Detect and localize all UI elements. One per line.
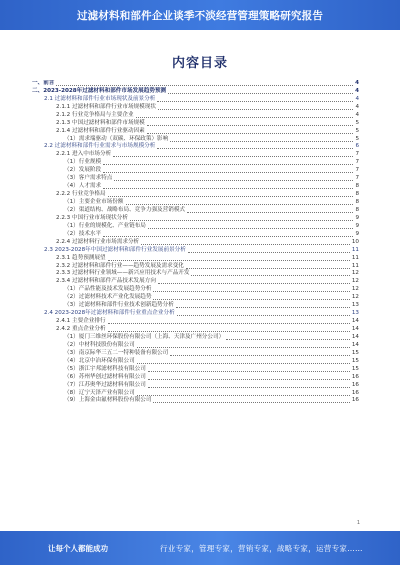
toc-entry[interactable] — [32, 318, 359, 326]
toc-entry-title: （1）主要企业市场份额 — [64, 199, 124, 206]
toc-leader-dots — [158, 283, 350, 284]
toc-entry[interactable] — [32, 207, 359, 215]
toc-entry[interactable] — [32, 382, 359, 390]
toc-entry[interactable] — [32, 398, 359, 406]
toc-entry[interactable] — [32, 175, 359, 183]
toc-leader-dots — [108, 331, 350, 332]
toc-entry-page: 13 — [351, 310, 359, 317]
toc-entry[interactable] — [32, 358, 359, 366]
toc-entry-page: 10 — [351, 238, 359, 245]
toc-leader-dots — [141, 244, 350, 245]
toc-entry-title: （2）中材科技股份有限公司 — [64, 341, 135, 348]
toc-entry-page: 8 — [355, 183, 359, 190]
toc-entry[interactable] — [32, 342, 359, 350]
toc-leader-dots — [56, 85, 353, 86]
toc-entry-title: （1）需求端驱动（双碳、环保政策）影响 — [64, 135, 169, 142]
toc-leader-dots — [176, 307, 350, 308]
toc-leader-dots — [153, 299, 349, 300]
toc-leader-dots — [168, 93, 353, 94]
toc-entry-title: （7）江苏奥华过滤材料有限公司 — [64, 381, 146, 388]
toc-entry[interactable] — [32, 112, 359, 120]
toc-entry-title: （1）厦门三维丝环保股份有限公司（上海、天津及广州分公司） — [64, 333, 225, 340]
toc-entry-page: 12 — [351, 278, 359, 285]
toc-entry[interactable] — [32, 191, 359, 199]
toc-entry-title: 2.2.2 行业竞争格局 — [56, 191, 106, 198]
toc-entry-title: 2.2.4 过滤材料行业市场需求分析 — [56, 238, 140, 245]
toc-entry-title: 2.4 2023-2028年过滤材料和部件行业重点企业分析 — [44, 310, 175, 317]
toc-entry-title: 一、前言 — [32, 80, 55, 86]
toc-entry-page: 4 — [355, 87, 359, 94]
toc-leader-dots — [108, 196, 354, 197]
toc-entry[interactable] — [32, 247, 359, 255]
toc-leader-dots — [157, 148, 353, 149]
toc-entry-title: （6）苏州华创过滤材料有限公司 — [64, 373, 146, 380]
toc-leader-dots — [108, 260, 350, 261]
toc-entry-page: 14 — [351, 326, 359, 333]
toc-entry-title: （2）技术水平 — [64, 230, 102, 237]
report-header — [0, 0, 400, 30]
toc-entry-title: 2.2 过滤材料和部件行业需求与市场规模分析 — [44, 143, 156, 150]
toc-leader-dots — [136, 117, 354, 118]
toc-entry-page: 8 — [355, 199, 359, 206]
toc-leader-dots — [158, 109, 354, 110]
toc-leader-dots — [170, 141, 353, 142]
toc-entry-page: 14 — [351, 333, 359, 340]
page-number: 1 — [356, 520, 360, 526]
toc-entry-page: 16 — [351, 397, 359, 404]
toc-entry[interactable] — [32, 326, 359, 334]
toc-entry-page: 15 — [351, 365, 359, 372]
toc-entry-title: 2.4.1 主要企业排行 — [56, 318, 106, 325]
toc-entry-title: （2）渠道结构、战略布局、竞争力强及营销模式 — [64, 206, 186, 213]
toc-entry-page: 12 — [351, 270, 359, 277]
toc-entry-title: （8）辽宁天泽产业有限公司 — [64, 389, 135, 396]
toc-entry[interactable] — [32, 231, 359, 239]
toc-leader-dots — [137, 395, 350, 396]
footer-slogan: 让每个人都能成功 — [48, 543, 108, 553]
toc-leader-dots — [113, 156, 353, 157]
toc-entry-page: 7 — [355, 167, 359, 174]
toc-entry-title: 2.3.2 过滤材料和部件行业——趋势发展及需求变化 — [56, 262, 184, 269]
toc-entry[interactable] — [32, 350, 359, 358]
toc-entry-page: 9 — [355, 214, 359, 221]
toc-entry[interactable] — [32, 223, 359, 231]
toc-entry-page: 12 — [351, 294, 359, 301]
toc-entry-page: 14 — [351, 341, 359, 348]
toc-entry-title: 2.1.1 过滤材料和部件行业市场规模现状 — [56, 103, 156, 110]
table-of-contents — [32, 80, 359, 520]
report-footer — [0, 531, 400, 565]
toc-entry[interactable] — [32, 334, 359, 342]
toc-entry-page: 15 — [351, 349, 359, 356]
toc-entry-title: （3）过滤材料和部件行业技术创新趋势分析 — [64, 302, 174, 309]
toc-leader-dots — [177, 315, 350, 316]
toc-entry-title: （3）南京际华三五二一特种装备有限公司 — [64, 349, 169, 356]
toc-entry-title: 2.2.1 进入中市场分析 — [56, 151, 112, 158]
toc-entry-page: 13 — [351, 302, 359, 309]
toc-entry-title: 二、2023-2028年过滤材料和部件市场发展趋势预测 — [32, 87, 167, 94]
toc-leader-dots — [103, 188, 353, 189]
toc-entry-page: 14 — [351, 318, 359, 325]
toc-entry-title: （2）过滤材料技术产业化发展趋势 — [64, 294, 152, 301]
toc-entry[interactable] — [32, 302, 359, 310]
report-title: 过滤材料和部件企业谈季不淡经营管理策略研究报告 — [76, 9, 324, 22]
toc-entry[interactable] — [32, 104, 359, 112]
toc-entry-page: 16 — [351, 373, 359, 380]
toc-entry-page: 9 — [355, 222, 359, 229]
toc-entry-page: 4 — [355, 95, 359, 102]
toc-entry-page: 15 — [351, 357, 359, 364]
toc-entry-page: 7 — [355, 175, 359, 182]
toc-entry-title: （4）北京中冶环保有限公司 — [64, 357, 135, 364]
toc-entry-title: 2.4.2 重点企业分析 — [56, 326, 106, 333]
toc-entry[interactable] — [32, 199, 359, 207]
toc-entry-page: 8 — [355, 191, 359, 198]
toc-leader-dots — [130, 220, 353, 221]
toc-entry-page: 4 — [355, 111, 359, 118]
toc-leader-dots — [186, 268, 350, 269]
toc-entry-page: 7 — [355, 159, 359, 166]
toc-entry[interactable] — [32, 96, 359, 104]
toc-entry-title: 2.3.4 过滤材料和部件产品技术发展方向 — [56, 278, 156, 285]
toc-leader-dots — [126, 204, 354, 205]
toc-entry-title: 2.3 2023-2028年中国过滤材料和部件行业发展前景分析 — [44, 246, 186, 253]
toc-entry-title: 2.3.1 趋势预测展望 — [56, 254, 106, 261]
toc-leader-dots — [108, 323, 350, 324]
footer-tagline: 行业专家，管理专家，营销专家，战略专家，运营专家…… — [160, 543, 363, 553]
toc-leader-dots — [137, 363, 350, 364]
toc-leader-dots — [148, 379, 350, 380]
toc-entry-title: 2.1.4 过滤材料和部件行业驱动因素 — [56, 127, 145, 134]
toc-entry-page: 7 — [355, 151, 359, 158]
toc-entry[interactable] — [32, 310, 359, 318]
toc-leader-dots — [191, 275, 349, 276]
toc-entry[interactable] — [32, 183, 359, 191]
toc-entry-page: 11 — [351, 246, 359, 253]
toc-entry[interactable] — [32, 239, 359, 247]
toc-entry-title: 2.2.3 中国行业市场现状分析 — [56, 214, 128, 221]
toc-entry-title: （3）客户需求特点 — [64, 175, 113, 182]
toc-entry[interactable] — [32, 120, 359, 128]
toc-entry-title: 2.3.3 过滤材料行业领域——新兴应用技术与产品开发 — [56, 270, 190, 277]
toc-entry-page: 8 — [355, 206, 359, 213]
toc-entry-page: 16 — [351, 389, 359, 396]
toc-entry-title: （1）行业规模 — [64, 159, 102, 166]
toc-leader-dots — [170, 355, 350, 356]
toc-entry-title: （5）浙江宇邦滤材科技有限公司 — [64, 365, 146, 372]
toc-entry-page: 6 — [355, 143, 359, 150]
toc-entry-page: 4 — [355, 103, 359, 110]
toc-leader-dots — [153, 291, 349, 292]
toc-leader-dots — [147, 125, 354, 126]
toc-entry-page: 12 — [351, 286, 359, 293]
toc-entry-page: 16 — [351, 381, 359, 388]
toc-leader-dots — [103, 164, 353, 165]
toc-entry-page: 4 — [355, 80, 359, 86]
toc-leader-dots — [188, 252, 350, 253]
toc-entry[interactable] — [32, 80, 359, 88]
toc-leader-dots — [147, 133, 354, 134]
page-title: 内容目录 — [171, 56, 228, 71]
toc-leader-dots — [148, 387, 350, 388]
toc-entry-title: 2.1.2 行业竞争格局与主要企业 — [56, 111, 134, 118]
toc-leader-dots — [114, 180, 353, 181]
toc-entry[interactable] — [32, 255, 359, 263]
toc-leader-dots — [103, 172, 353, 173]
toc-entry-page: 11 — [351, 254, 359, 261]
toc-entry-title: （2）发展阶段 — [64, 167, 102, 174]
toc-entry[interactable] — [32, 128, 359, 136]
toc-leader-dots — [137, 347, 350, 348]
toc-entry-title: 2.1 过滤材料和部件行业市场现状及前景分析 — [44, 95, 156, 102]
toc-leader-dots — [153, 402, 349, 403]
toc-leader-dots — [157, 101, 353, 102]
toc-entry[interactable] — [32, 215, 359, 223]
toc-entry-title: 2.1.3 中国过滤材料和部件市场规模 — [56, 119, 145, 126]
toc-entry-page: 5 — [355, 119, 359, 126]
toc-entry-page: 11 — [351, 262, 359, 269]
toc-leader-dots — [103, 236, 353, 237]
toc-entry-title: （1）产品性能及技术发展趋势分析 — [64, 286, 152, 293]
toc-leader-dots — [226, 339, 350, 340]
toc-entry[interactable] — [32, 366, 359, 374]
toc-entry[interactable] — [32, 88, 359, 96]
toc-entry[interactable] — [32, 374, 359, 382]
toc-leader-dots — [148, 371, 350, 372]
toc-leader-dots — [148, 228, 354, 229]
toc-entry-page: 9 — [355, 230, 359, 237]
toc-entry-title: （4）人才需求 — [64, 183, 102, 190]
toc-leader-dots — [187, 212, 353, 213]
toc-entry-title: （9）上海金由氟材料股份有限公司 — [64, 397, 152, 404]
toc-entry-title: （1）行业的规模化、产业链布局 — [64, 222, 146, 229]
toc-entry-page: 5 — [355, 135, 359, 142]
toc-entry-page: 5 — [355, 127, 359, 134]
